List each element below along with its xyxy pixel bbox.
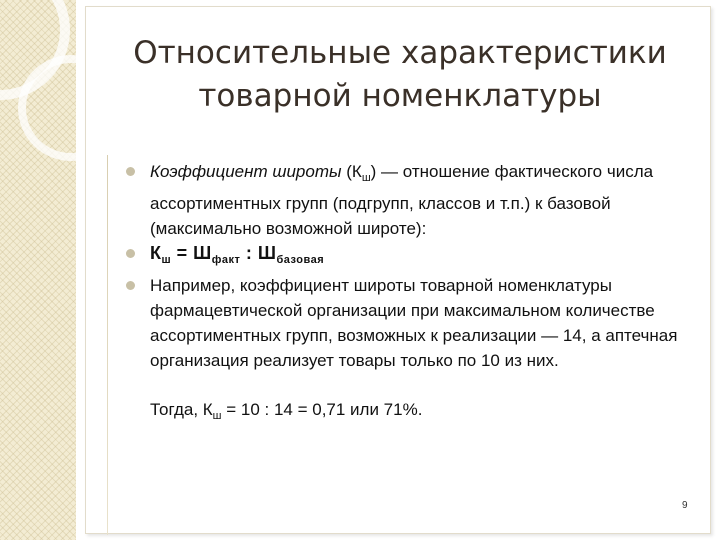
page-number: 9 (682, 500, 688, 511)
title-line-2: товарной номенклатуры (198, 78, 602, 114)
example-text: Например, коэффициент широты товарной номенклатуры фармацевтической организации при максимальном количестве ассортиментных групп, возможных к реализации — 14, а аптечная организация реализует товары только по 10 из них. (150, 276, 678, 370)
slide-title (100, 32, 700, 118)
term-subscript: ш (361, 172, 371, 184)
formula-equals-sh: = Ш (171, 243, 212, 263)
bullet-definition (126, 159, 696, 241)
conclusion-subscript: ш (212, 410, 222, 422)
formula (150, 243, 325, 266)
formula-k: К (150, 243, 162, 263)
conclusion-rest: = 10 : 14 = 0,71 или 71%. (221, 400, 423, 419)
bullet-dot-icon (126, 249, 135, 258)
term-paren: (К (341, 162, 362, 181)
conclusion-prefix: Тогда, К (150, 400, 213, 419)
formula-fact-subscript: факт (211, 254, 241, 266)
bullet-dot-icon (126, 167, 135, 176)
formula-base-subscript: базовая (276, 254, 325, 266)
bullet-example (126, 273, 696, 373)
bullet-list (126, 159, 696, 373)
conclusion-text (150, 397, 422, 429)
bullet-formula (126, 241, 696, 273)
bullet-dot-icon (126, 281, 135, 290)
title-line-1: Относительные характеристики (133, 35, 667, 71)
definition-text: ) — отношение фактического числа ассортиментных групп (подгрупп, классов и т.п.) к базовой (максимально возможной широте): (150, 162, 654, 238)
formula-k-subscript: ш (161, 254, 172, 266)
vertical-divider (107, 155, 108, 535)
term-coefficient: Коэффициент широты (150, 162, 342, 181)
decorative-left-strip (0, 0, 76, 540)
formula-colon-sh: : Ш (240, 243, 277, 263)
